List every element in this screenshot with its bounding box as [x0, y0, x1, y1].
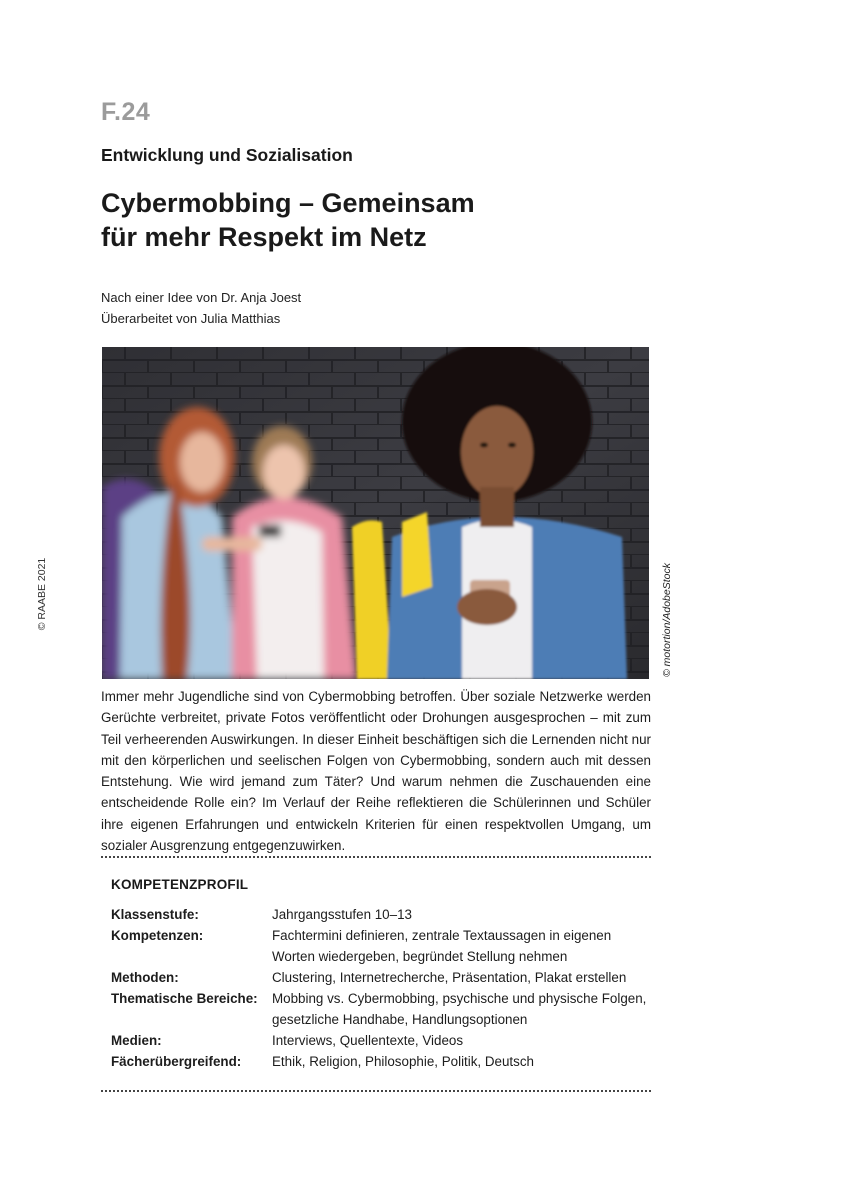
profile-value: Clustering, Internetrecherche, Präsentation, Plakat erstellen — [272, 970, 627, 985]
profile-row-methods — [111, 967, 651, 988]
profile-label: Klassenstufe: — [111, 907, 199, 922]
profile-row-media — [111, 1030, 651, 1051]
competence-profile — [111, 904, 651, 1072]
profile-value: Ethik, Religion, Philosophie, Politik, Deutsch — [272, 1054, 534, 1069]
intro-paragraph: Immer mehr Jugendliche sind von Cybermobbing betroffen. Über soziale Netzwerke werden Gerüchte verbreitet, private Fotos veröffentlicht oder Drohungen ausgesprochen – mit zum Teil verheerenden Auswirkungen. In dieser Einheit beschäftigen sich die Lernenden nicht nur mit den körperlichen und seelischen Folgen von Cybermobbing, sondern auch mit dessen Entstehung. Wie wird jemand zum Täter? Und warum nehmen die Zuschauenden eine entscheidende Rolle ein? Im Verlauf der Reihe reflektieren die Schülerinnen und Schüler ihre eigenen Erfahrungen und entwickeln Kriterien für einen respektvollen Umgang, um sozialer Ausgrenzung entgegenzuwirken. — [101, 689, 651, 854]
profile-label: Fächerübergreifend: — [111, 1054, 242, 1069]
side-copyright: © RAABE 2021 — [36, 557, 48, 631]
profile-label: Methoden: — [111, 970, 179, 985]
profile-value: Mobbing vs. Cybermobbing, psychische und physische Folgen, gesetzliche Handhabe, Handlungsoptionen — [272, 991, 647, 1027]
divider-bottom — [101, 1090, 651, 1092]
author-credits — [101, 287, 301, 329]
profile-row-competences — [111, 925, 651, 967]
page-title-line-2: für mehr Respekt im Netz — [101, 222, 427, 252]
profile-value: Interviews, Quellentexte, Videos — [272, 1033, 464, 1048]
credit-revised: Überarbeitet von Julia Matthias — [101, 311, 281, 326]
profile-heading: KOMPETENZPROFIL — [111, 877, 249, 892]
profile-label: Thematische Bereiche: — [111, 991, 258, 1006]
cover-photo — [102, 347, 649, 679]
profile-label: Medien: — [111, 1033, 162, 1048]
photo-credit: © motortion/AdobeStock — [661, 563, 673, 677]
divider-top — [101, 856, 651, 858]
profile-value: Fachtermini definieren, zentrale Textaussagen in eigenen Worten wiedergeben, begründet Stellung nehmen — [272, 928, 612, 964]
profile-row-interdisciplinary — [111, 1051, 651, 1072]
unit-code: F.24 — [101, 98, 151, 126]
profile-row-grade — [111, 904, 651, 925]
credit-idea: Nach einer Idee von Dr. Anja Joest — [101, 290, 302, 305]
profile-label: Kompetenzen: — [111, 928, 204, 943]
section-title: Entwicklung und Sozialisation — [101, 145, 353, 165]
page-title-line-1: Cybermobbing – Gemeinsam — [101, 188, 475, 218]
page-title — [101, 186, 475, 254]
profile-value: Jahrgangsstufen 10–13 — [272, 907, 412, 922]
profile-row-topics — [111, 988, 651, 1030]
